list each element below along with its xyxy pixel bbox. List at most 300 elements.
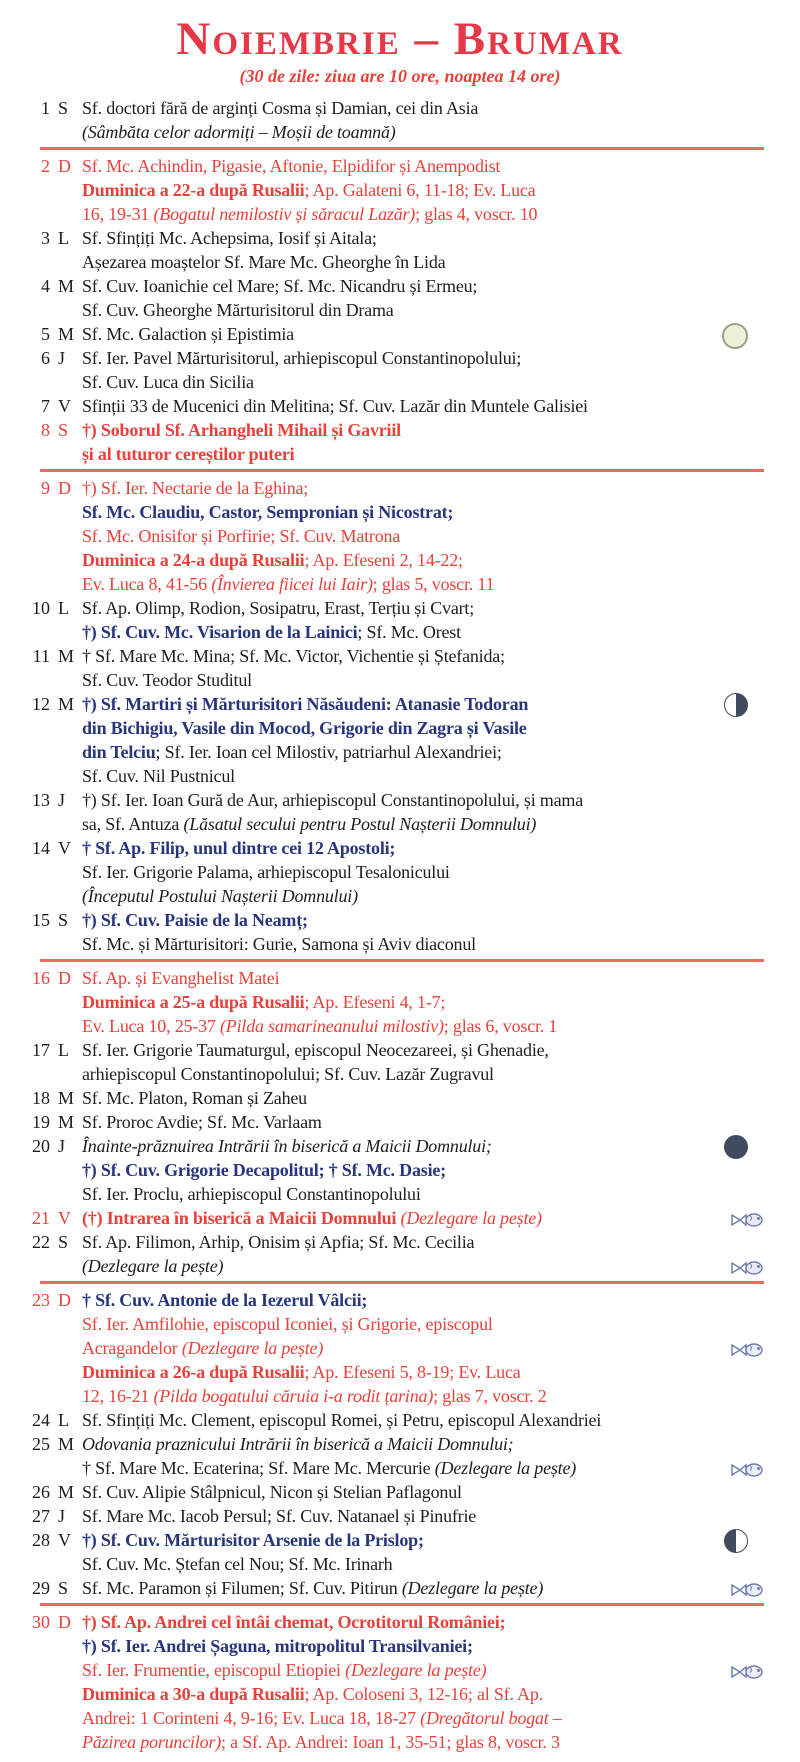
text-segment: †) Sf. Cuv. Grigorie Decapolitul; † Sf. Mc. Dasie; bbox=[82, 1160, 446, 1180]
text-segment: și al tuturor cereștilor puteri bbox=[82, 444, 295, 464]
day-lines bbox=[82, 1480, 800, 1504]
text-segment: †) Sf. Ier. Andrei Șaguna, mitropolitul Transilvaniei; bbox=[82, 1636, 473, 1656]
day-label bbox=[0, 476, 82, 500]
day-lines bbox=[82, 322, 800, 346]
day-row bbox=[0, 596, 800, 644]
red-separator bbox=[40, 1281, 764, 1284]
day-letter: S bbox=[58, 910, 69, 930]
text-segment: Sf. Sfințiți Mc. Clement, episcopul Romei, și Petru, episcopul Alexandriei bbox=[82, 1410, 602, 1430]
calendar-line bbox=[82, 96, 800, 120]
day-row bbox=[0, 966, 800, 1038]
day-row bbox=[0, 1432, 800, 1480]
calendar-line bbox=[82, 644, 800, 668]
day-label bbox=[0, 1134, 82, 1158]
day-row bbox=[0, 836, 800, 908]
day-letter: L bbox=[58, 1410, 69, 1430]
day-label bbox=[0, 96, 82, 120]
day-row bbox=[0, 1038, 800, 1086]
day-lines bbox=[82, 966, 800, 1038]
fish-icon bbox=[730, 1210, 766, 1226]
day-number: 22 bbox=[32, 1232, 50, 1252]
day-row bbox=[0, 1610, 800, 1754]
calendar-line bbox=[82, 990, 800, 1014]
calendar-line bbox=[82, 596, 800, 620]
text-segment: Sf. Cuv. Gheorghe Mărturisitorul din Drama bbox=[82, 300, 394, 320]
day-label bbox=[0, 1110, 82, 1134]
day-row bbox=[0, 692, 800, 788]
fish-icon bbox=[730, 1340, 766, 1356]
text-segment: Sf. Cuv. Nil Pustnicul bbox=[82, 766, 235, 786]
calendar-line bbox=[82, 788, 800, 812]
calendar-line bbox=[82, 274, 800, 298]
day-row bbox=[0, 908, 800, 956]
calendar-line bbox=[82, 1528, 800, 1552]
day-row bbox=[0, 1206, 800, 1230]
text-segment: † Sf. Ap. Filip, unul dintre cei 12 Apostoli; bbox=[82, 838, 396, 858]
day-row bbox=[0, 644, 800, 692]
text-segment: Sf. Cuv. Alipie Stâlpnicul, Nicon și Stelian Paflagonul bbox=[82, 1482, 462, 1502]
text-segment: Sf. Mc. și Mărturisitori: Gurie, Samona și Aviv diaconul bbox=[82, 934, 476, 954]
calendar-line bbox=[82, 1086, 800, 1110]
day-number: 14 bbox=[32, 838, 50, 858]
text-segment: Sf. Sfințiți Mc. Achepsima, Iosif și Aitala; bbox=[82, 228, 377, 248]
text-segment: (Începutul Postului Nașterii Domnului) bbox=[82, 886, 358, 906]
red-separator bbox=[40, 1603, 764, 1606]
text-segment: 16, 19-31 bbox=[82, 204, 154, 224]
day-lines bbox=[82, 1038, 800, 1086]
text-segment: † Sf. Cuv. Antonie de la Iezerul Vâlcii; bbox=[82, 1290, 368, 1310]
calendar-line bbox=[82, 1182, 800, 1206]
day-letter: S bbox=[58, 1232, 69, 1252]
text-segment: ; Ap. Efeseni 5, 8-19; Ev. Luca bbox=[304, 1362, 521, 1382]
day-lines bbox=[82, 1432, 800, 1480]
day-row bbox=[0, 1230, 800, 1278]
calendar-line bbox=[82, 836, 800, 860]
calendar-line bbox=[82, 1312, 800, 1336]
day-label bbox=[0, 346, 82, 370]
day-label bbox=[0, 1288, 82, 1312]
day-lines bbox=[82, 1610, 800, 1754]
calendar-line bbox=[82, 1706, 800, 1730]
text-segment: Sfinții 33 de Mucenici din Melitina; Sf. Cuv. Lazăr din Muntele Galisiei bbox=[82, 396, 588, 416]
text-segment: (Dezlegare la pește) bbox=[434, 1458, 577, 1478]
text-segment: Sf. Proroc Avdie; Sf. Mc. Varlaam bbox=[82, 1112, 322, 1132]
fish-icon bbox=[730, 1580, 766, 1596]
text-segment: (Pilda bogatului căruia i-a rodit țarina) bbox=[153, 1386, 434, 1406]
text-segment: din Bichigiu, Vasile din Mocod, Grigorie din Zagra și Vasile bbox=[82, 718, 527, 738]
day-label bbox=[0, 1432, 82, 1456]
day-number: 7 bbox=[41, 396, 50, 416]
text-segment: Înainte-prăznuirea Intrării în biserică a Maicii Domnului; bbox=[82, 1136, 492, 1156]
day-number: 15 bbox=[32, 910, 50, 930]
calendar-line bbox=[82, 740, 800, 764]
day-number: 19 bbox=[32, 1112, 50, 1132]
text-segment: Ev. Luca 10, 25-37 bbox=[82, 1016, 220, 1036]
text-segment: (Dezlegare la pește) bbox=[401, 1578, 544, 1598]
calendar-line bbox=[82, 1552, 800, 1576]
day-label bbox=[0, 1480, 82, 1504]
day-lines bbox=[82, 226, 800, 274]
day-row bbox=[0, 154, 800, 226]
day-lines bbox=[82, 1576, 800, 1600]
day-letter: S bbox=[58, 98, 69, 118]
day-lines bbox=[82, 476, 800, 596]
day-lines bbox=[82, 1206, 800, 1230]
calendar-line bbox=[82, 524, 800, 548]
day-label bbox=[0, 1206, 82, 1230]
calendar-list bbox=[0, 96, 800, 1754]
day-letter: D bbox=[58, 968, 71, 988]
day-row bbox=[0, 1504, 800, 1528]
calendar-line bbox=[82, 548, 800, 572]
text-segment: †) Sf. Cuv. Paisie de la Neamț; bbox=[82, 910, 308, 930]
text-segment: † Sf. Mare Mc. Ecaterina; Sf. Mare Mc. Mercurie bbox=[82, 1458, 435, 1478]
day-lines bbox=[82, 96, 800, 144]
day-row bbox=[0, 226, 800, 274]
calendar-line bbox=[82, 884, 800, 908]
calendar-line bbox=[82, 476, 800, 500]
calendar-line bbox=[82, 572, 800, 596]
day-lines bbox=[82, 1408, 800, 1432]
fish-icon bbox=[730, 1258, 766, 1274]
text-segment: ; glas 5, voscr. 11 bbox=[372, 574, 495, 594]
text-segment: Sf. Ier. Amfilohie, episcopul Iconiei, și Grigorie, episcopul bbox=[82, 1314, 493, 1334]
calendar-line bbox=[82, 250, 800, 274]
moon-new-icon bbox=[724, 1135, 748, 1159]
day-lines bbox=[82, 644, 800, 692]
calendar-line bbox=[82, 120, 800, 144]
calendar-line bbox=[82, 1456, 800, 1480]
day-row bbox=[0, 96, 800, 144]
day-row bbox=[0, 476, 800, 596]
calendar-line bbox=[82, 322, 800, 346]
text-segment: Sf. doctori fără de arginți Cosma și Damian, cei din Asia bbox=[82, 98, 479, 118]
day-label bbox=[0, 1408, 82, 1432]
day-row bbox=[0, 322, 800, 346]
day-row bbox=[0, 788, 800, 836]
day-lines bbox=[82, 274, 800, 322]
day-label bbox=[0, 154, 82, 178]
day-row bbox=[0, 1408, 800, 1432]
text-segment: Sf. Ier. Grigorie Taumaturgul, episcopul Neocezareei, și Ghenadie, bbox=[82, 1040, 549, 1060]
day-number: 26 bbox=[32, 1482, 50, 1502]
day-lines bbox=[82, 908, 800, 956]
day-label bbox=[0, 322, 82, 346]
day-number: 13 bbox=[32, 790, 50, 810]
day-label bbox=[0, 596, 82, 620]
text-segment: † Sf. Mare Mc. Mina; Sf. Mc. Victor, Vichentie și Ștefanida; bbox=[82, 646, 505, 666]
day-lines bbox=[82, 1134, 800, 1206]
day-letter: M bbox=[58, 646, 75, 666]
day-lines bbox=[82, 1230, 800, 1278]
day-label bbox=[0, 966, 82, 990]
calendar-line bbox=[82, 1634, 800, 1658]
calendar-line bbox=[82, 1158, 800, 1182]
text-segment: ; Ap. Efeseni 2, 14-22; bbox=[304, 550, 463, 570]
day-letter: M bbox=[58, 694, 75, 714]
text-segment: 12, 16-21 bbox=[82, 1386, 154, 1406]
day-number: 20 bbox=[32, 1136, 50, 1156]
text-segment: sa, Sf. Antuza bbox=[82, 814, 184, 834]
text-segment: †) Sf. Ier. Ioan Gură de Aur, arhiepiscopul Constantinopolului, și mama bbox=[82, 790, 583, 810]
text-segment: Sf. Mc. Galaction și Epistimia bbox=[82, 324, 294, 344]
text-segment: Ev. Luca 8, 41-56 bbox=[82, 574, 212, 594]
day-label bbox=[0, 1230, 82, 1254]
text-segment: Sf. Ier. Grigorie Palama, arhiepiscopul Tesalonicului bbox=[82, 862, 450, 882]
calendar-line bbox=[82, 692, 800, 716]
day-row bbox=[0, 1086, 800, 1110]
calendar-line bbox=[82, 1384, 800, 1408]
day-label bbox=[0, 644, 82, 668]
day-number: 12 bbox=[32, 694, 50, 714]
day-number: 25 bbox=[32, 1434, 50, 1454]
text-segment: Sf. Ap. Olimp, Rodion, Sosipatru, Erast, Terțiu și Cvart; bbox=[82, 598, 475, 618]
calendar-line bbox=[82, 298, 800, 322]
text-segment: Sf. Ap. Filimon, Arhip, Onisim și Apfia; Sf. Mc. Cecilia bbox=[82, 1232, 475, 1252]
day-number: 3 bbox=[41, 228, 50, 248]
day-letter: D bbox=[58, 478, 71, 498]
day-letter: D bbox=[58, 1290, 71, 1310]
day-letter: M bbox=[58, 1434, 75, 1454]
day-lines bbox=[82, 788, 800, 836]
text-segment: Duminica a 25-a după Rusalii bbox=[82, 992, 305, 1012]
text-segment: Sf. Mc. Paramon și Filumen; Sf. Cuv. Pitirun bbox=[82, 1578, 402, 1598]
text-segment: ; glas 4, voscr. 10 bbox=[415, 204, 538, 224]
calendar-line bbox=[82, 1408, 800, 1432]
day-row bbox=[0, 1110, 800, 1134]
day-letter: L bbox=[58, 1040, 69, 1060]
calendar-line bbox=[82, 932, 800, 956]
day-number: 29 bbox=[32, 1578, 50, 1598]
day-label bbox=[0, 1576, 82, 1600]
day-lines bbox=[82, 346, 800, 394]
day-number: 8 bbox=[41, 420, 50, 440]
text-segment: ; Ap. Coloseni 3, 12-16; al Sf. Ap. bbox=[304, 1684, 543, 1704]
day-number: 1 bbox=[41, 98, 50, 118]
day-letter: J bbox=[58, 1136, 66, 1156]
text-segment: arhiepiscopul Constantinopolului; Sf. Cuv. Lazăr Zugravul bbox=[82, 1064, 494, 1084]
day-letter: J bbox=[58, 790, 66, 810]
calendar-line bbox=[82, 668, 800, 692]
day-row bbox=[0, 1480, 800, 1504]
calendar-line bbox=[82, 1730, 800, 1754]
text-segment: (Dezlegare la pește) bbox=[82, 1256, 224, 1276]
calendar-line bbox=[82, 620, 800, 644]
text-segment: Sf. Mc. Claudiu, Castor, Sempronian și Nicostrat; bbox=[82, 502, 454, 522]
day-number: 16 bbox=[32, 968, 50, 988]
red-separator bbox=[40, 147, 764, 150]
day-label bbox=[0, 1504, 82, 1528]
calendar-line bbox=[82, 442, 800, 466]
calendar-line bbox=[82, 346, 800, 370]
text-segment: (Învierea fiicei lui Iair) bbox=[211, 574, 373, 594]
day-lines bbox=[82, 1110, 800, 1134]
text-segment: (Lăsatul secului pentru Postul Nașterii Domnului) bbox=[183, 814, 537, 834]
text-segment: Duminica a 30-a după Rusalii bbox=[82, 1684, 305, 1704]
red-separator bbox=[40, 469, 764, 472]
day-letter: M bbox=[58, 276, 75, 296]
text-segment: Duminica a 22-a după Rusalii bbox=[82, 180, 305, 200]
day-lines bbox=[82, 1528, 800, 1576]
text-segment: (Bogatul nemilostiv și săracul Lazăr) bbox=[153, 204, 416, 224]
calendar-line bbox=[82, 1206, 800, 1230]
text-segment: †) Soborul Sf. Arhangheli Mihail și Gavriil bbox=[82, 420, 401, 440]
text-segment: †) Sf. Ier. Nectarie de la Eghina; bbox=[82, 478, 309, 498]
calendar-line bbox=[82, 1504, 800, 1528]
day-number: 18 bbox=[32, 1088, 50, 1108]
day-number: 10 bbox=[32, 598, 50, 618]
text-segment: (Dregătorul bogat – bbox=[420, 1708, 562, 1728]
calendar-line bbox=[82, 226, 800, 250]
red-separator bbox=[40, 959, 764, 962]
day-number: 30 bbox=[32, 1612, 50, 1632]
text-segment: Duminica a 26-a după Rusalii bbox=[82, 1362, 305, 1382]
calendar-line bbox=[82, 1110, 800, 1134]
calendar-line bbox=[82, 202, 800, 226]
calendar-line bbox=[82, 764, 800, 788]
text-segment: Acragandelor bbox=[82, 1338, 182, 1358]
text-segment: ; a Sf. Ap. Andrei: Ioan 1, 35-51; glas 8, voscr. 3 bbox=[221, 1732, 560, 1752]
day-row bbox=[0, 1528, 800, 1576]
text-segment: (Dezlegare la pește) bbox=[181, 1338, 324, 1358]
calendar-line bbox=[82, 418, 800, 442]
text-segment: Păzirea poruncilor) bbox=[82, 1732, 222, 1752]
day-letter: S bbox=[58, 420, 69, 440]
day-label bbox=[0, 1528, 82, 1552]
day-row bbox=[0, 274, 800, 322]
day-letter: V bbox=[58, 838, 71, 858]
calendar-line bbox=[82, 1336, 800, 1360]
text-segment: (Dezlegare la pește) bbox=[345, 1660, 487, 1680]
text-segment: Sf. Cuv. Mc. Ștefan cel Nou; Sf. Mc. Irinarh bbox=[82, 1554, 393, 1574]
day-number: 24 bbox=[32, 1410, 50, 1430]
text-segment: ; glas 6, voscr. 1 bbox=[443, 1016, 558, 1036]
calendar-line bbox=[82, 1038, 800, 1062]
text-segment: †) Sf. Cuv. Mărturisitor Arsenie de la Prislop; bbox=[82, 1530, 424, 1550]
day-number: 6 bbox=[41, 348, 50, 368]
day-row bbox=[0, 346, 800, 394]
calendar-line bbox=[82, 394, 800, 418]
calendar-line bbox=[82, 1432, 800, 1456]
day-lines bbox=[82, 418, 800, 466]
calendar-line bbox=[82, 812, 800, 836]
day-letter: M bbox=[58, 1088, 75, 1108]
moon-last-quarter-icon bbox=[724, 693, 748, 717]
text-segment: †) Sf. Martiri și Mărturisitori Năsăudeni: Atanasie Todoran bbox=[82, 694, 529, 714]
day-number: 4 bbox=[41, 276, 50, 296]
text-segment: Odovania praznicului Intrării în biserică a Maicii Domnului; bbox=[82, 1434, 514, 1454]
day-label bbox=[0, 226, 82, 250]
text-segment: Sf. Cuv. Luca din Sicilia bbox=[82, 372, 254, 392]
calendar-line bbox=[82, 1576, 800, 1600]
day-letter: M bbox=[58, 1112, 75, 1132]
day-label bbox=[0, 692, 82, 716]
day-row bbox=[0, 418, 800, 466]
day-lines bbox=[82, 394, 800, 418]
day-row bbox=[0, 394, 800, 418]
day-letter: M bbox=[58, 1482, 75, 1502]
day-label bbox=[0, 418, 82, 442]
day-label bbox=[0, 1038, 82, 1062]
day-letter: V bbox=[58, 396, 71, 416]
calendar-line bbox=[82, 1230, 800, 1254]
text-segment: din Telciu bbox=[82, 742, 156, 762]
text-segment: (Pilda samarineanului milostiv) bbox=[220, 1016, 444, 1036]
day-lines bbox=[82, 596, 800, 644]
text-segment: †) Sf. Ap. Andrei cel întâi chemat, Ocrotitorul României; bbox=[82, 1612, 506, 1632]
calendar-line bbox=[82, 716, 800, 740]
day-number: 9 bbox=[41, 478, 50, 498]
calendar-line bbox=[82, 1658, 800, 1682]
day-lines bbox=[82, 1288, 800, 1408]
text-segment: Sf. Mc. Achindin, Pigasie, Aftonie, Elpidifor și Anempodist bbox=[82, 156, 501, 176]
text-segment: Așezarea moaștelor Sf. Mare Mc. Gheorghe în Lida bbox=[82, 252, 446, 272]
page-header bbox=[0, 0, 800, 87]
day-letter: V bbox=[58, 1530, 71, 1550]
day-number: 28 bbox=[32, 1530, 50, 1550]
calendar-line bbox=[82, 1360, 800, 1384]
day-number: 23 bbox=[32, 1290, 50, 1310]
text-segment: Duminica a 24-a după Rusalii bbox=[82, 550, 305, 570]
calendar-line bbox=[82, 860, 800, 884]
day-row bbox=[0, 1576, 800, 1600]
day-letter: L bbox=[58, 228, 69, 248]
calendar-line bbox=[82, 500, 800, 524]
calendar-line bbox=[82, 1682, 800, 1706]
day-label bbox=[0, 908, 82, 932]
calendar-line bbox=[82, 1480, 800, 1504]
text-segment: Sf. Cuv. Teodor Studitul bbox=[82, 670, 252, 690]
calendar-line bbox=[82, 154, 800, 178]
text-segment: (Sâmbăta celor adormiți – Moșii de toamnă) bbox=[82, 122, 396, 142]
day-lines bbox=[82, 836, 800, 908]
text-segment: Sf. Ap. și Evanghelist Matei bbox=[82, 968, 280, 988]
calendar-line bbox=[82, 1610, 800, 1634]
calendar-line bbox=[82, 966, 800, 990]
calendar-line bbox=[82, 1254, 800, 1278]
day-letter: S bbox=[58, 1578, 69, 1598]
text-segment: Andrei: 1 Corinteni 4, 9-16; Ev. Luca 18, 18-27 bbox=[82, 1708, 421, 1728]
day-letter: L bbox=[58, 598, 69, 618]
calendar-line bbox=[82, 178, 800, 202]
day-letter: D bbox=[58, 1612, 71, 1632]
text-segment: Sf. Ier. Frumentie, episcopul Etiopiei bbox=[82, 1660, 346, 1680]
day-letter: D bbox=[58, 156, 71, 176]
day-letter: J bbox=[58, 348, 66, 368]
day-lines bbox=[82, 154, 800, 226]
text-segment: ; Ap. Efeseni 4, 1-7; bbox=[304, 992, 446, 1012]
moon-first-quarter-icon bbox=[724, 1529, 748, 1553]
day-number: 2 bbox=[41, 156, 50, 176]
day-label bbox=[0, 788, 82, 812]
day-lines bbox=[82, 1504, 800, 1528]
text-segment: (Dezlegare la pește) bbox=[400, 1208, 542, 1228]
day-letter: V bbox=[58, 1208, 71, 1228]
calendar-line bbox=[82, 1014, 800, 1038]
calendar-line bbox=[82, 1288, 800, 1312]
day-row bbox=[0, 1288, 800, 1408]
day-lines bbox=[82, 1086, 800, 1110]
day-label bbox=[0, 836, 82, 860]
text-segment: ; Sf. Mc. Orest bbox=[357, 622, 461, 642]
text-segment: (†) Intrarea în biserică a Maicii Domnului bbox=[82, 1208, 401, 1228]
day-number: 11 bbox=[32, 646, 50, 666]
day-number: 21 bbox=[32, 1208, 50, 1228]
fish-icon bbox=[730, 1460, 766, 1476]
day-number: 27 bbox=[32, 1506, 50, 1526]
text-segment: ; glas 7, voscr. 2 bbox=[433, 1386, 547, 1406]
text-segment: Sf. Mc. Platon, Roman și Zaheu bbox=[82, 1088, 307, 1108]
